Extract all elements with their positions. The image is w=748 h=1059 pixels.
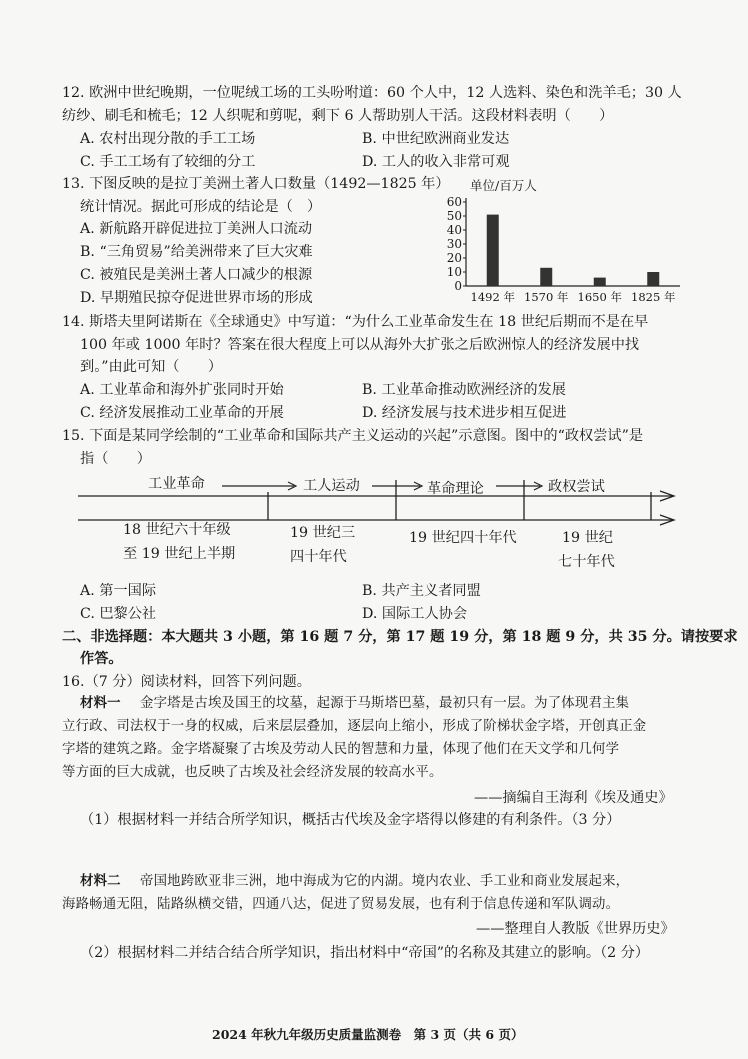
stage-label-industrial-revolution: 工业革命 [148, 476, 205, 492]
x-tick-label: 1492 年 [470, 290, 515, 304]
stage-label-workers-movement: 工人运动 [303, 478, 360, 494]
stage-label-revolution-theory: 革命理论 [427, 481, 484, 497]
material-1-line4: 等方面的巨大成就，也反映了古埃及社会经济发展的较高水平。 [62, 765, 443, 780]
q14-stem-line2: 100 年或 1000 年时？答案在很大程度上可以从海外大扩张之后欧洲惊人的经济发展中找 [80, 337, 640, 353]
q14-option-a: A. 工业革命和海外扩张同时开始 [80, 382, 284, 398]
q13-stem-line1: 13. 下图反映的是拉丁美洲土著人口数量（1492—1825 年） [62, 176, 450, 192]
material-2-line2: 海路畅通无阻，陆路纵横交错，四通八达，促进了贸易发展，也有利于信息传递和军队调动。 [62, 897, 620, 912]
q15-option-d: D. 国际工人协会 [362, 606, 468, 622]
period-4-line1: 19 世纪 [562, 530, 613, 546]
q12-option-a: A. 农村出现分散的手工工场 [80, 131, 256, 147]
q13-option-a: A. 新航路开辟促进拉丁美洲人口流动 [80, 221, 313, 237]
q13-option-d: D. 早期殖民掠夺促进世界市场的形成 [80, 290, 313, 306]
y-tick-label: 40 [446, 223, 462, 237]
q14-option-b: B. 工业革命推动欧洲经济的发展 [362, 382, 566, 398]
x-tick-label: 1570 年 [524, 290, 569, 304]
q12-stem-line2: 纺纱、刷毛和梳毛；12 人织呢和剪呢，剩下 6 人帮助别人干活。这段材料表明（ ） [62, 108, 614, 124]
q12-option-c: C. 手工工场有了较细的分工 [80, 154, 256, 170]
material-1-line1: 金字塔是古埃及国王的坟墓，起源于马斯塔巴墓，最初只有一层。为了体现君主集 [140, 696, 630, 711]
q15-stem-line1: 15. 下面是某同学绘制的“工业革命和国际共产主义运动的兴起”示意图。图中的“政权尝试”是 [62, 428, 644, 444]
q14-stem-line3: 到。”由此可知（ ） [80, 359, 223, 375]
timeline-diagram [0, 470, 748, 530]
x-tick-label: 1650 年 [577, 290, 622, 304]
q15-stem-line2: 指（ ） [80, 451, 151, 467]
bar-1 [487, 215, 499, 286]
period-3-line1: 19 世纪四十年代 [409, 530, 517, 546]
section-2-heading-line2: 作答。 [80, 651, 123, 667]
q16-stem: 16.（7 分）阅读材料，回答下列问题。 [62, 674, 311, 690]
q15-option-c: C. 巴黎公社 [80, 606, 157, 622]
q14-stem-line1: 14. 斯塔夫里阿诺斯在《全球通史》中写道：“为什么工业革命发生在 18 世纪后期而不是在早 [62, 314, 649, 330]
section-2-heading-line1: 二、非选择题：本大题共 3 小题，第 16 题 7 分，第 17 题 19 分，第 18 题 9 分，共 35 分。请按要求 [62, 629, 738, 645]
q14-option-d: D. 经济发展与技术进步相互促进 [362, 405, 567, 421]
bar-2 [540, 268, 552, 286]
period-4-line2: 七十年代 [558, 554, 615, 570]
q12-option-b: B. 中世纪欧洲商业发达 [362, 131, 510, 147]
y-tick-label: 50 [446, 209, 462, 223]
period-1-line2: 至 19 世纪上半期 [123, 546, 236, 562]
material-1-line3: 字塔的建筑之路。金字塔凝聚了古埃及劳动人民的智慧和力量，体现了他们在天文学和几何学 [62, 742, 620, 757]
material-2-source: ——整理自人教版《世界历史》 [476, 921, 675, 937]
stage-label-regime-attempt: 政权尝试 [548, 479, 605, 495]
material-1-label: 材料一 [80, 695, 121, 711]
q13-stem-line2: 统计情况。据此可形成的结论是（ ） [80, 199, 322, 215]
y-tick-label: 0 [454, 279, 462, 293]
q12-stem-line1: 12. 欧洲中世纪晚期，一位呢绒工场的工头吩咐道：60 个人中，12 人选料、染色和洗羊毛；30 人 [62, 85, 682, 101]
q13-option-b: B. “三角贸易”给美洲带来了巨大灾难 [80, 244, 313, 260]
material-2-label: 材料二 [80, 873, 121, 889]
population-bar-chart [430, 176, 690, 306]
y-tick-label: 20 [446, 251, 462, 265]
q12-option-d: D. 工人的收入非常可观 [362, 154, 510, 170]
chart-unit-label: 单位/百万人 [470, 178, 537, 193]
material-1-line2: 立行政、司法权于一身的权威，后来层层叠加，逐层向上缩小，形成了阶梯状金字塔，开创真正金 [62, 719, 647, 734]
x-tick-label: 1825 年 [631, 290, 676, 304]
material-2-line1: 帝国地跨欧亚非三洲，地中海成为它的内湖。境内农业、手工业和商业发展起来， [140, 874, 630, 889]
period-1-line1: 18 世纪六十年级 [123, 522, 231, 538]
bar-3 [594, 278, 606, 286]
period-2-line2: 四十年代 [290, 549, 347, 565]
bar-4 [647, 272, 659, 286]
q13-option-c: C. 被殖民是美洲土著人口减少的根源 [80, 267, 313, 283]
q14-option-c: C. 经济发展推动工业革命的开展 [80, 405, 284, 421]
q15-option-b: B. 共产主义者同盟 [362, 583, 481, 599]
q16-sub2: （2）根据材料二并结合结合所学知识，指出材料中“帝国”的名称及其建立的影响。（2 分） [80, 945, 650, 961]
y-tick-label: 10 [446, 265, 462, 279]
y-tick-label: 30 [446, 237, 462, 251]
page-footer: 2024 年秋九年级历史质量监测卷 第 3 页（共 6 页） [212, 1027, 524, 1042]
q15-option-a: A. 第一国际 [80, 583, 157, 599]
y-tick-label: 60 [446, 195, 462, 209]
period-2-line1: 19 世纪三 [290, 525, 356, 541]
q16-sub1: （1）根据材料一并结合所学知识，概括古代埃及金字塔得以修建的有利条件。（3 分） [80, 812, 621, 828]
material-1-source: ——摘编自王海利《埃及通史》 [474, 790, 673, 806]
